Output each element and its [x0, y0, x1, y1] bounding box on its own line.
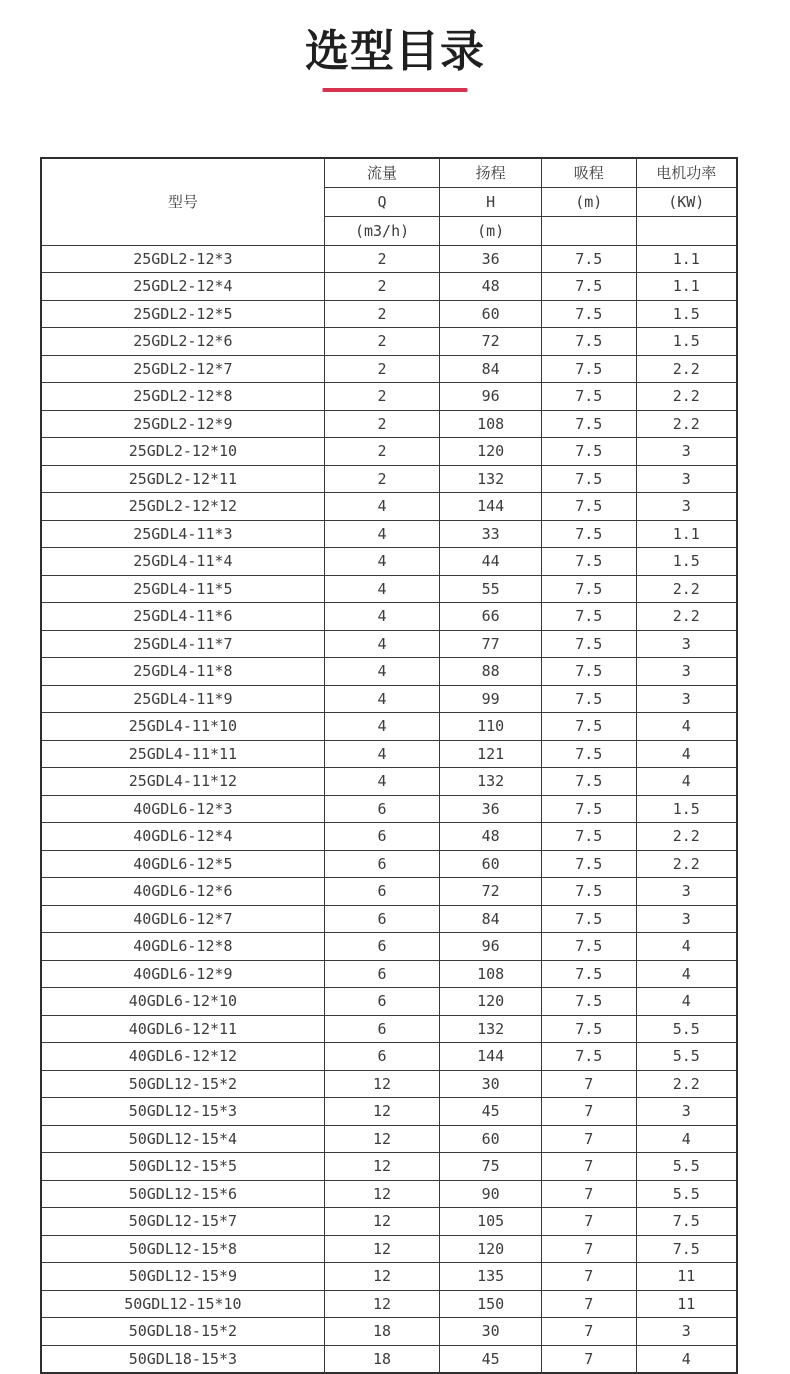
- cell-model: 50GDL12-15*2: [41, 1070, 324, 1098]
- cell-power: 5.5: [636, 1180, 737, 1208]
- cell-head: 96: [440, 933, 542, 961]
- cell-flow: 6: [324, 1043, 440, 1071]
- cell-model: 50GDL12-15*6: [41, 1180, 324, 1208]
- cell-flow: 4: [324, 713, 440, 741]
- cell-suction: 7.5: [541, 493, 636, 521]
- table-row: [41, 548, 737, 576]
- cell-head: 48: [440, 273, 542, 301]
- cell-suction: 7.5: [541, 465, 636, 493]
- pump-selection-table: [40, 157, 738, 1374]
- header-row-1: [41, 158, 737, 187]
- cell-model: 40GDL6-12*5: [41, 850, 324, 878]
- page-title: 选型目录: [305, 26, 485, 77]
- cell-power: 2.2: [636, 355, 737, 383]
- cell-flow: 2: [324, 438, 440, 466]
- cell-flow: 18: [324, 1345, 440, 1373]
- cell-model: 50GDL12-15*7: [41, 1208, 324, 1236]
- cell-head: 110: [440, 713, 542, 741]
- cell-power: 1.5: [636, 300, 737, 328]
- cell-model: 40GDL6-12*11: [41, 1015, 324, 1043]
- cell-power: 5.5: [636, 1015, 737, 1043]
- cell-flow: 4: [324, 575, 440, 603]
- cell-power: 2.2: [636, 850, 737, 878]
- cell-head: 60: [440, 850, 542, 878]
- cell-head: 144: [440, 1043, 542, 1071]
- cell-power: 4: [636, 713, 737, 741]
- cell-head: 121: [440, 740, 542, 768]
- table-row: [41, 493, 737, 521]
- cell-power: 1.1: [636, 520, 737, 548]
- cell-flow: 12: [324, 1125, 440, 1153]
- cell-power: 4: [636, 960, 737, 988]
- cell-flow: 2: [324, 410, 440, 438]
- cell-flow: 2: [324, 383, 440, 411]
- cell-flow: 2: [324, 245, 440, 273]
- cell-head: 120: [440, 438, 542, 466]
- cell-flow: 12: [324, 1098, 440, 1126]
- cell-head: 84: [440, 905, 542, 933]
- cell-power: 2.2: [636, 603, 737, 631]
- cell-power: 3: [636, 905, 737, 933]
- cell-power: 1.5: [636, 548, 737, 576]
- table-row: [41, 300, 737, 328]
- cell-power: 1.1: [636, 273, 737, 301]
- header-suction-blank: [541, 216, 636, 245]
- cell-flow: 18: [324, 1318, 440, 1346]
- header-power-blank: [636, 216, 737, 245]
- table-row: [41, 1235, 737, 1263]
- cell-model: 40GDL6-12*10: [41, 988, 324, 1016]
- cell-model: 50GDL12-15*3: [41, 1098, 324, 1126]
- cell-head: 96: [440, 383, 542, 411]
- cell-power: 1.5: [636, 328, 737, 356]
- cell-head: 88: [440, 658, 542, 686]
- cell-head: 48: [440, 823, 542, 851]
- cell-power: 5.5: [636, 1153, 737, 1181]
- table-row: [41, 740, 737, 768]
- cell-head: 66: [440, 603, 542, 631]
- cell-flow: 4: [324, 658, 440, 686]
- cell-model: 40GDL6-12*6: [41, 878, 324, 906]
- cell-suction: 7.5: [541, 988, 636, 1016]
- header-head-unit: (m): [440, 216, 542, 245]
- cell-head: 105: [440, 1208, 542, 1236]
- cell-head: 45: [440, 1098, 542, 1126]
- header-flow-name: 流量: [324, 158, 440, 187]
- cell-suction: 7.5: [541, 850, 636, 878]
- cell-flow: 6: [324, 795, 440, 823]
- cell-flow: 6: [324, 1015, 440, 1043]
- cell-head: 33: [440, 520, 542, 548]
- cell-suction: 7.5: [541, 520, 636, 548]
- cell-suction: 7.5: [541, 630, 636, 658]
- cell-flow: 6: [324, 988, 440, 1016]
- title-underline: [323, 88, 468, 92]
- cell-flow: 2: [324, 328, 440, 356]
- cell-power: 3: [636, 493, 737, 521]
- cell-head: 45: [440, 1345, 542, 1373]
- cell-flow: 12: [324, 1153, 440, 1181]
- table-row: [41, 1318, 737, 1346]
- cell-power: 3: [636, 630, 737, 658]
- cell-suction: 7: [541, 1153, 636, 1181]
- cell-head: 120: [440, 1235, 542, 1263]
- cell-head: 30: [440, 1070, 542, 1098]
- cell-suction: 7.5: [541, 548, 636, 576]
- cell-power: 3: [636, 1318, 737, 1346]
- table-row: [41, 1098, 737, 1126]
- cell-model: 25GDL2-12*12: [41, 493, 324, 521]
- table-row: [41, 1208, 737, 1236]
- cell-model: 25GDL4-11*4: [41, 548, 324, 576]
- cell-model: 25GDL2-12*3: [41, 245, 324, 273]
- cell-model: 40GDL6-12*8: [41, 933, 324, 961]
- cell-model: 25GDL2-12*7: [41, 355, 324, 383]
- cell-head: 99: [440, 685, 542, 713]
- header-head-symbol: H: [440, 187, 542, 216]
- table-row: [41, 685, 737, 713]
- cell-model: 25GDL4-11*7: [41, 630, 324, 658]
- cell-model: 40GDL6-12*7: [41, 905, 324, 933]
- table-row: [41, 768, 737, 796]
- cell-power: 7.5: [636, 1208, 737, 1236]
- cell-head: 72: [440, 878, 542, 906]
- header-suction-name: 吸程: [541, 158, 636, 187]
- table-body: [41, 245, 737, 1373]
- table-row: [41, 1345, 737, 1373]
- cell-model: 25GDL2-12*6: [41, 328, 324, 356]
- table-row: [41, 630, 737, 658]
- cell-suction: 7: [541, 1180, 636, 1208]
- cell-model: 25GDL4-11*6: [41, 603, 324, 631]
- cell-model: 25GDL2-12*5: [41, 300, 324, 328]
- cell-suction: 7.5: [541, 768, 636, 796]
- cell-head: 90: [440, 1180, 542, 1208]
- table-row: [41, 1125, 737, 1153]
- cell-model: 40GDL6-12*12: [41, 1043, 324, 1071]
- table-header: [41, 158, 737, 245]
- cell-power: 1.1: [636, 245, 737, 273]
- table-row: [41, 465, 737, 493]
- cell-model: 25GDL4-11*12: [41, 768, 324, 796]
- cell-flow: 6: [324, 933, 440, 961]
- cell-head: 36: [440, 795, 542, 823]
- table-row: [41, 438, 737, 466]
- cell-flow: 4: [324, 685, 440, 713]
- cell-model: 50GDL12-15*9: [41, 1263, 324, 1291]
- cell-head: 108: [440, 410, 542, 438]
- table-row: [41, 850, 737, 878]
- cell-suction: 7.5: [541, 1015, 636, 1043]
- table-row: [41, 245, 737, 273]
- cell-flow: 6: [324, 850, 440, 878]
- cell-suction: 7.5: [541, 878, 636, 906]
- cell-suction: 7.5: [541, 740, 636, 768]
- cell-suction: 7.5: [541, 355, 636, 383]
- cell-power: 1.5: [636, 795, 737, 823]
- cell-power: 4: [636, 988, 737, 1016]
- cell-power: 5.5: [636, 1043, 737, 1071]
- cell-power: 2.2: [636, 410, 737, 438]
- cell-model: 50GDL18-15*3: [41, 1345, 324, 1373]
- cell-power: 11: [636, 1263, 737, 1291]
- cell-suction: 7.5: [541, 658, 636, 686]
- table-row: [41, 988, 737, 1016]
- cell-suction: 7.5: [541, 273, 636, 301]
- cell-model: 50GDL12-15*4: [41, 1125, 324, 1153]
- cell-suction: 7: [541, 1208, 636, 1236]
- cell-power: 4: [636, 933, 737, 961]
- cell-flow: 4: [324, 548, 440, 576]
- table-row: [41, 1015, 737, 1043]
- cell-head: 77: [440, 630, 542, 658]
- cell-power: 3: [636, 658, 737, 686]
- cell-power: 2.2: [636, 383, 737, 411]
- cell-suction: 7: [541, 1125, 636, 1153]
- cell-flow: 2: [324, 465, 440, 493]
- cell-head: 132: [440, 465, 542, 493]
- cell-flow: 6: [324, 878, 440, 906]
- table-row: [41, 823, 737, 851]
- cell-flow: 2: [324, 273, 440, 301]
- cell-power: 3: [636, 438, 737, 466]
- cell-head: 108: [440, 960, 542, 988]
- cell-flow: 4: [324, 520, 440, 548]
- cell-flow: 12: [324, 1208, 440, 1236]
- cell-suction: 7.5: [541, 300, 636, 328]
- cell-power: 4: [636, 1125, 737, 1153]
- header-flow-unit: (m3/h): [324, 216, 440, 245]
- cell-model: 25GDL2-12*11: [41, 465, 324, 493]
- table-row: [41, 905, 737, 933]
- cell-flow: 2: [324, 300, 440, 328]
- header-power-unit: (KW): [636, 187, 737, 216]
- cell-power: 4: [636, 768, 737, 796]
- cell-suction: 7.5: [541, 933, 636, 961]
- cell-suction: 7: [541, 1235, 636, 1263]
- cell-suction: 7.5: [541, 410, 636, 438]
- cell-flow: 12: [324, 1290, 440, 1318]
- cell-power: 2.2: [636, 1070, 737, 1098]
- cell-head: 150: [440, 1290, 542, 1318]
- cell-model: 40GDL6-12*4: [41, 823, 324, 851]
- cell-model: 50GDL18-15*2: [41, 1318, 324, 1346]
- cell-head: 60: [440, 1125, 542, 1153]
- cell-flow: 4: [324, 740, 440, 768]
- cell-suction: 7.5: [541, 575, 636, 603]
- cell-model: 25GDL2-12*9: [41, 410, 324, 438]
- table-row: [41, 328, 737, 356]
- table-row: [41, 410, 737, 438]
- cell-model: 25GDL2-12*4: [41, 273, 324, 301]
- cell-model: 25GDL4-11*8: [41, 658, 324, 686]
- table-row: [41, 1153, 737, 1181]
- cell-flow: 4: [324, 493, 440, 521]
- cell-suction: 7.5: [541, 245, 636, 273]
- table-row: [41, 878, 737, 906]
- table-row: [41, 933, 737, 961]
- cell-suction: 7.5: [541, 960, 636, 988]
- cell-flow: 4: [324, 603, 440, 631]
- cell-flow: 12: [324, 1235, 440, 1263]
- cell-model: 50GDL12-15*10: [41, 1290, 324, 1318]
- cell-power: 4: [636, 740, 737, 768]
- cell-flow: 12: [324, 1263, 440, 1291]
- cell-flow: 12: [324, 1070, 440, 1098]
- table-row: [41, 658, 737, 686]
- cell-power: 3: [636, 465, 737, 493]
- cell-model: 25GDL4-11*9: [41, 685, 324, 713]
- cell-suction: 7.5: [541, 823, 636, 851]
- table-row: [41, 603, 737, 631]
- cell-power: 3: [636, 878, 737, 906]
- cell-head: 135: [440, 1263, 542, 1291]
- cell-suction: 7.5: [541, 383, 636, 411]
- cell-head: 132: [440, 1015, 542, 1043]
- cell-head: 55: [440, 575, 542, 603]
- cell-power: 3: [636, 1098, 737, 1126]
- cell-power: 2.2: [636, 575, 737, 603]
- cell-suction: 7.5: [541, 713, 636, 741]
- table-row: [41, 520, 737, 548]
- cell-model: 25GDL2-12*8: [41, 383, 324, 411]
- cell-head: 84: [440, 355, 542, 383]
- cell-flow: 6: [324, 905, 440, 933]
- cell-model: 40GDL6-12*9: [41, 960, 324, 988]
- table-row: [41, 795, 737, 823]
- header-power-name: 电机功率: [636, 158, 737, 187]
- cell-suction: 7.5: [541, 795, 636, 823]
- cell-model: 50GDL12-15*5: [41, 1153, 324, 1181]
- header-head-name: 扬程: [440, 158, 542, 187]
- table-row: [41, 1070, 737, 1098]
- cell-suction: 7: [541, 1345, 636, 1373]
- cell-model: 25GDL4-11*11: [41, 740, 324, 768]
- table-row: [41, 575, 737, 603]
- table-row: [41, 1043, 737, 1071]
- cell-head: 72: [440, 328, 542, 356]
- table-row: [41, 1263, 737, 1291]
- cell-model: 25GDL2-12*10: [41, 438, 324, 466]
- table-row: [41, 1180, 737, 1208]
- cell-flow: 2: [324, 355, 440, 383]
- cell-power: 11: [636, 1290, 737, 1318]
- cell-head: 144: [440, 493, 542, 521]
- cell-suction: 7: [541, 1318, 636, 1346]
- cell-suction: 7.5: [541, 685, 636, 713]
- header-flow-symbol: Q: [324, 187, 440, 216]
- cell-model: 25GDL4-11*3: [41, 520, 324, 548]
- cell-model: 25GDL4-11*5: [41, 575, 324, 603]
- cell-power: 3: [636, 685, 737, 713]
- cell-head: 132: [440, 768, 542, 796]
- cell-head: 44: [440, 548, 542, 576]
- cell-flow: 6: [324, 823, 440, 851]
- cell-power: 7.5: [636, 1235, 737, 1263]
- cell-suction: 7.5: [541, 905, 636, 933]
- cell-suction: 7.5: [541, 328, 636, 356]
- header-model: 型号: [41, 158, 324, 245]
- cell-flow: 12: [324, 1180, 440, 1208]
- cell-flow: 4: [324, 630, 440, 658]
- cell-flow: 6: [324, 960, 440, 988]
- cell-head: 36: [440, 245, 542, 273]
- table-row: [41, 713, 737, 741]
- cell-power: 2.2: [636, 823, 737, 851]
- cell-suction: 7.5: [541, 603, 636, 631]
- table-row: [41, 355, 737, 383]
- cell-model: 40GDL6-12*3: [41, 795, 324, 823]
- table-row: [41, 1290, 737, 1318]
- cell-suction: 7.5: [541, 1043, 636, 1071]
- cell-head: 30: [440, 1318, 542, 1346]
- header-suction-unit: (m): [541, 187, 636, 216]
- table-row: [41, 383, 737, 411]
- table-row: [41, 273, 737, 301]
- cell-power: 4: [636, 1345, 737, 1373]
- cell-suction: 7: [541, 1098, 636, 1126]
- cell-model: 50GDL12-15*8: [41, 1235, 324, 1263]
- cell-suction: 7.5: [541, 438, 636, 466]
- cell-head: 75: [440, 1153, 542, 1181]
- table-row: [41, 960, 737, 988]
- cell-flow: 4: [324, 768, 440, 796]
- cell-suction: 7: [541, 1290, 636, 1318]
- cell-head: 120: [440, 988, 542, 1016]
- cell-model: 25GDL4-11*10: [41, 713, 324, 741]
- cell-suction: 7: [541, 1070, 636, 1098]
- cell-suction: 7: [541, 1263, 636, 1291]
- cell-head: 60: [440, 300, 542, 328]
